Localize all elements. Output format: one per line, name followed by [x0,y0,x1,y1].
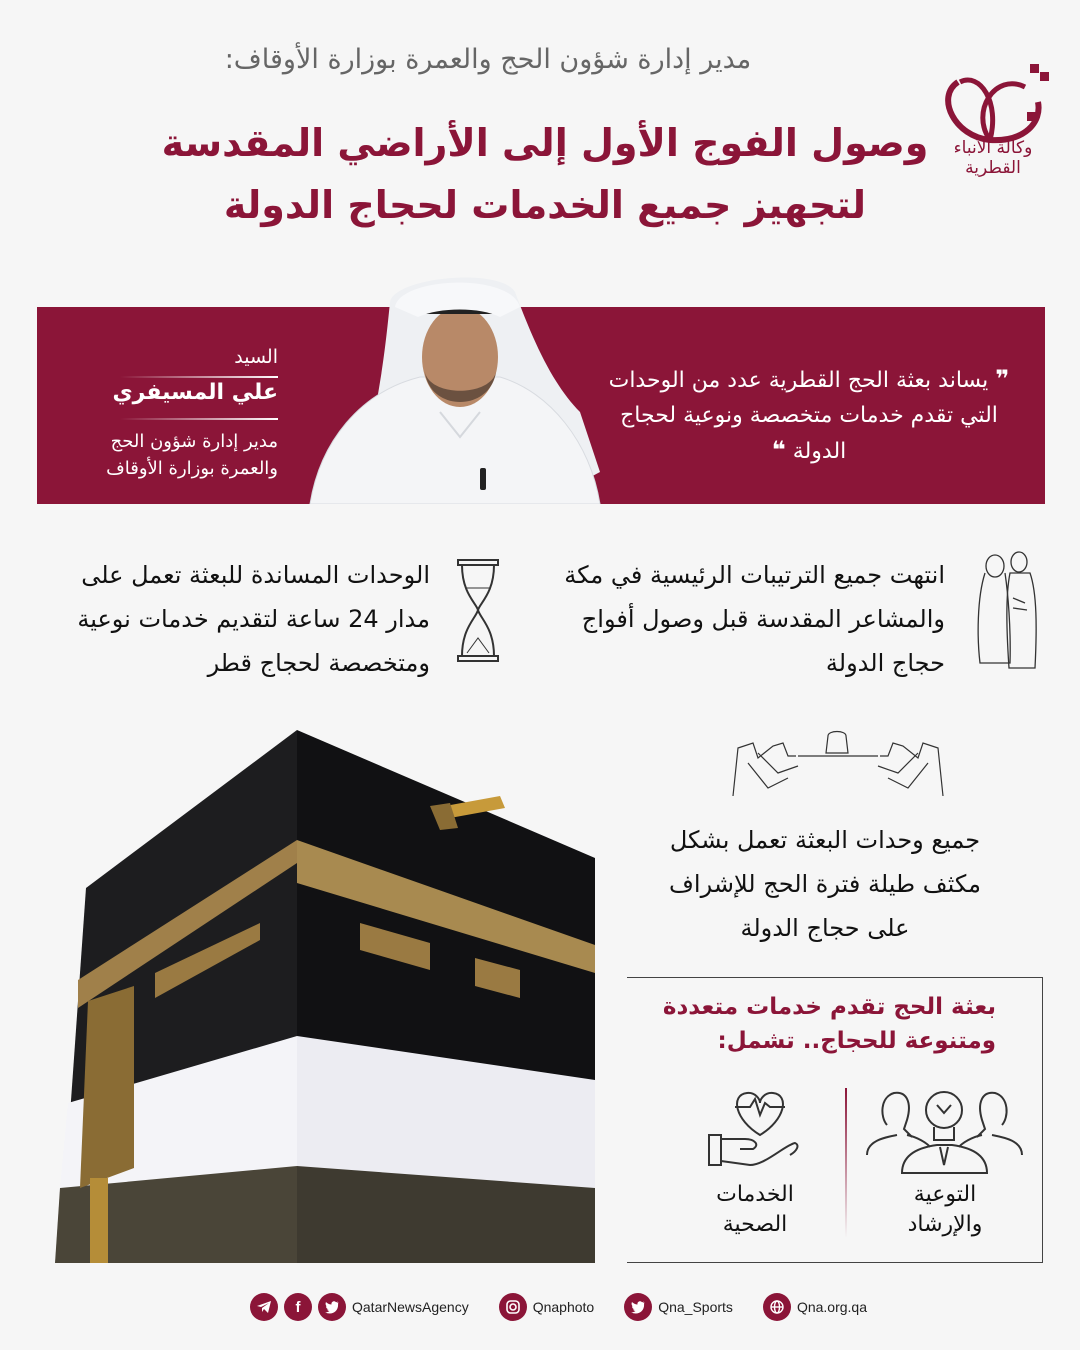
twitter-icon[interactable] [624,1293,652,1321]
quote-text: ❞ يساند بعثة الحج القطرية عدد من الوحدات التي تقدم خدمات متخصصة ونوعية لحجاج الدولة ❝ [608,365,1010,464]
hand-heart-icon [705,1085,805,1175]
qna-logo-text: وكالة الأنباء القطرية [953,138,1033,178]
hourglass-icon [455,558,501,663]
handle-qatarnewsagency[interactable]: QatarNewsAgency [352,1299,469,1315]
person-name: علي المسيفري [112,380,278,405]
handle-qna-sports[interactable]: Qna_Sports [658,1299,733,1315]
services-divider [845,1088,847,1238]
kicker-subtitle: مدير إدارة شؤون الحج والعمرة بوزارة الأوقاف: [224,44,752,75]
globe-icon[interactable] [763,1293,791,1321]
headline [130,112,960,236]
facebook-icon[interactable]: f [284,1293,312,1321]
headline-line-2: لتجهيز جميع الخدمات لحجاج الدولة [223,183,867,227]
services-title: بعثة الحج تقدم خدمات متعددة ومتنوعة للحجاج.. تشمل: [662,994,996,1054]
meeting-table-icon [728,728,948,798]
instagram-icon[interactable] [499,1293,527,1321]
handle-qnaphoto[interactable]: Qnaphoto [532,1299,595,1315]
pilgrims-icon [975,548,1040,673]
kaaba-photo [50,718,650,1268]
quote-open-icon: ❞ [995,365,1010,393]
people-lightbulb-icon [862,1085,1027,1175]
social-footer [250,1292,870,1322]
person-role: مدير إدارة شؤون الحج والعمرة بوزارة الأوقاف [106,431,278,479]
twitter-icon[interactable] [318,1293,346,1321]
person-honorific: السيد [234,346,278,368]
fact-24h-units: الوحدات المساندة للبعثة تعمل على مدار 24 ساعة لتقديم خدمات نوعية ومتخصصة لحجاج قطر [77,561,430,677]
divider [120,418,278,420]
telegram-icon[interactable] [250,1293,278,1321]
headline-line-1: وصول الفوج الأول إلى الأراضي المقدسة [161,121,929,165]
service-awareness: التوعية والإرشاد [907,1182,983,1237]
divider [120,376,278,378]
service-health: الخدمات الصحية [716,1182,794,1237]
fact-intensive-work: جميع وحدات البعثة تعمل بشكل مكثف طيلة فترة الحج للإشراف على حجاج الدولة [669,826,981,942]
quote-close-icon: ❝ [771,436,786,464]
portrait-photo [300,262,618,504]
handle-website[interactable]: Qna.org.qa [796,1299,867,1315]
fact-arrangements: انتهت جميع الترتيبات الرئيسية في مكة والمشاعر المقدسة قبل وصول أفواج حجاج الدولة [564,561,945,677]
